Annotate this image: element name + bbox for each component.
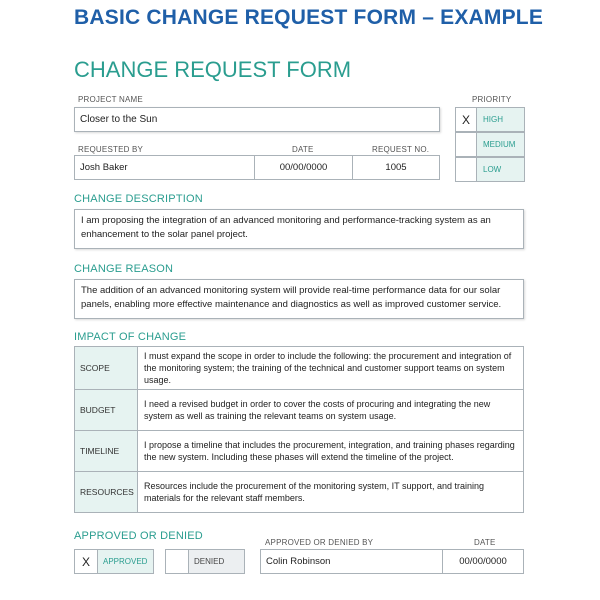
project-name-label: PROJECT NAME [78, 95, 143, 104]
change-reason-field[interactable]: The addition of an advanced monitoring system will provide real-time performance data for our solar panels, enabling more effective maintenance and diagnostics as well as improved customer service. [74, 279, 524, 319]
request-date-field[interactable]: 00/00/0000 [254, 155, 352, 180]
priority-medium-label: MEDIUM [477, 132, 525, 157]
impact-value-budget[interactable]: I need a revised budget in order to cover the costs of procuring and integrating the new system as well as training the relevant teams on system usage. [138, 390, 524, 431]
priority-high-option[interactable] [455, 107, 525, 132]
priority-low-label: LOW [477, 157, 525, 182]
approval-date-field[interactable]: 00/00/0000 [442, 549, 524, 574]
change-reason-heading: CHANGE REASON [74, 263, 174, 275]
request-no-field[interactable]: 1005 [352, 155, 440, 180]
project-name-field[interactable]: Closer to the Sun [74, 107, 440, 132]
form-heading: CHANGE REQUEST FORM [74, 57, 352, 82]
change-description-heading: CHANGE DESCRIPTION [74, 193, 203, 205]
priority-high-checkbox[interactable]: X [455, 107, 477, 132]
priority-low-option[interactable] [455, 157, 525, 182]
approved-checkbox[interactable]: X [74, 549, 98, 574]
document-title: BASIC CHANGE REQUEST FORM – EXAMPLE [74, 6, 544, 29]
denied-checkbox[interactable] [165, 549, 189, 574]
impact-key-timeline: TIMELINE [75, 431, 138, 472]
approved-by-field[interactable]: Colin Robinson [260, 549, 442, 574]
impact-key-scope: SCOPE [75, 347, 138, 390]
table-row [75, 472, 524, 513]
impact-value-resources[interactable]: Resources include the procurement of the monitoring system, IT support, and training materials for the relevant staff members. [138, 472, 524, 513]
table-row [75, 431, 524, 472]
table-row [75, 390, 524, 431]
approved-option[interactable] [74, 549, 154, 574]
approved-by-label: APPROVED OR DENIED BY [265, 538, 374, 547]
impact-value-timeline[interactable]: I propose a timeline that includes the procurement, integration, and training phases regarding the new system. Including these phases will extend the timeline of the project. [138, 431, 524, 472]
denied-label: DENIED [189, 549, 245, 574]
priority-label: PRIORITY [472, 95, 512, 104]
impact-key-budget: BUDGET [75, 390, 138, 431]
impact-heading: IMPACT OF CHANGE [74, 331, 187, 343]
change-description-field[interactable]: I am proposing the integration of an advanced monitoring and performance-tracking system as an enhancement to the solar panel project. [74, 209, 524, 249]
approved-label: APPROVED [98, 549, 154, 574]
approval-heading: APPROVED OR DENIED [74, 530, 203, 542]
impact-table [74, 346, 524, 513]
table-row [75, 347, 524, 390]
priority-options [455, 107, 525, 182]
requested-by-field[interactable]: Josh Baker [74, 155, 254, 180]
priority-medium-checkbox[interactable] [455, 132, 477, 157]
impact-key-resources: RESOURCES [75, 472, 138, 513]
approval-info-row [260, 549, 524, 574]
request-info-row [74, 155, 440, 180]
requested-by-label: REQUESTED BY [78, 145, 144, 154]
approval-date-label: DATE [474, 538, 496, 547]
impact-value-scope[interactable]: I must expand the scope in order to include the following: the procurement and integration of the monitoring system; the training of the technical and customer support teams on system usage. [138, 347, 524, 390]
priority-low-checkbox[interactable] [455, 157, 477, 182]
denied-option[interactable] [165, 549, 245, 574]
request-no-label: REQUEST NO. [372, 145, 430, 154]
priority-high-label: HIGH [477, 107, 525, 132]
priority-medium-option[interactable] [455, 132, 525, 157]
request-date-label: DATE [292, 145, 314, 154]
